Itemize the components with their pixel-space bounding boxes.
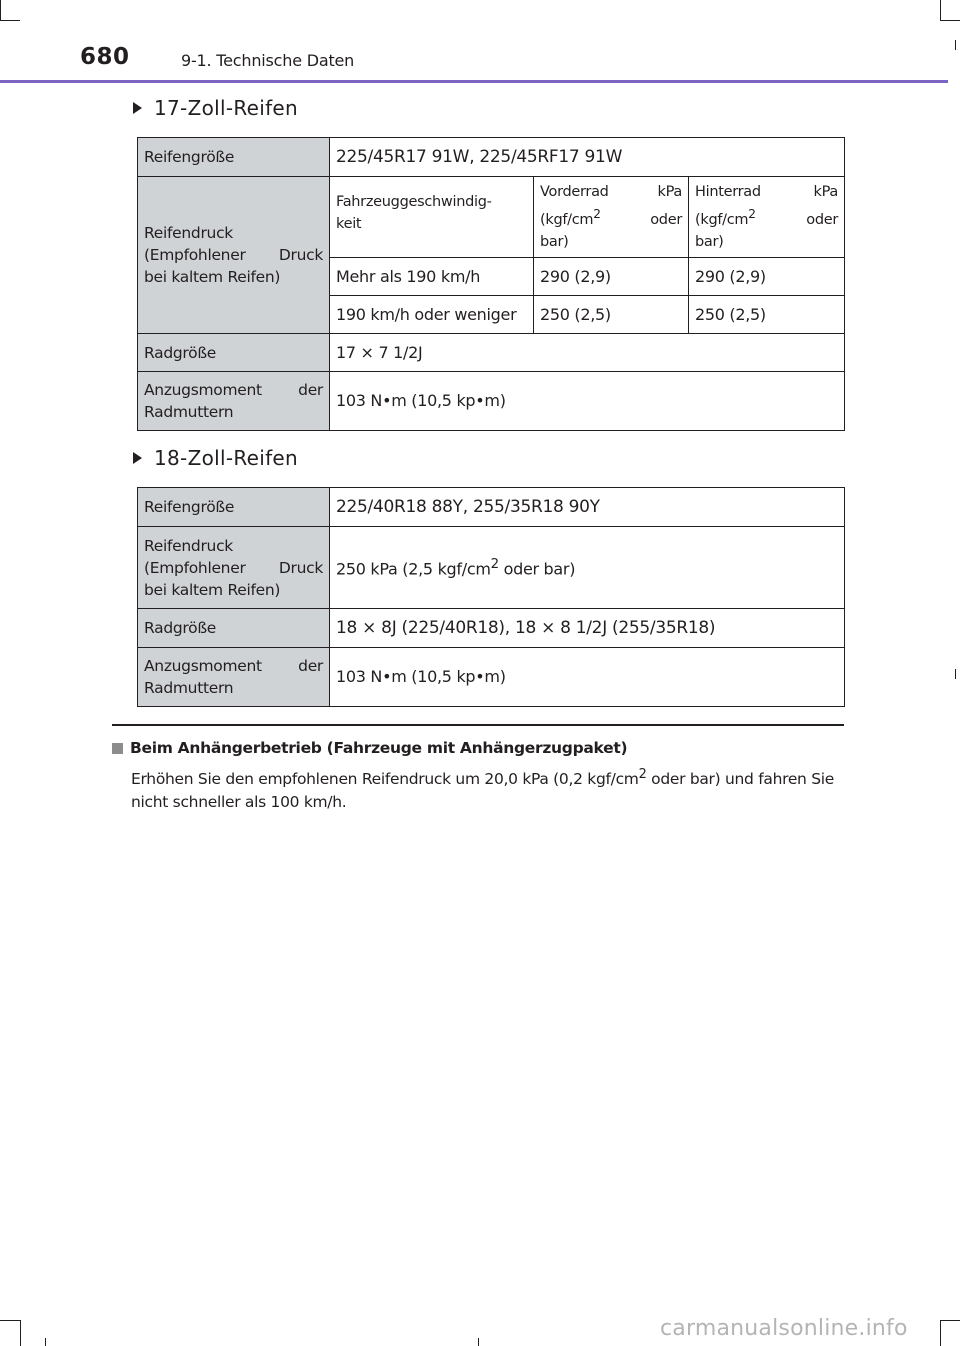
- header-text: (kgf/cm: [695, 211, 749, 228]
- label-line: Reifendruck: [144, 224, 233, 242]
- square-bullet-icon: [112, 743, 123, 754]
- crop-mark: [0, 1320, 20, 1321]
- label-line: Radmuttern: [144, 679, 234, 697]
- header-line: Hinterrad kPa: [695, 184, 839, 200]
- table-row: [138, 177, 845, 258]
- spec-table-17-inch: [137, 137, 845, 431]
- header-line: Fahrzeuggeschwindig-: [336, 194, 492, 210]
- label-line: Reifendruck: [144, 536, 233, 555]
- heading-text: 18-Zoll-Reifen: [154, 446, 299, 470]
- table-row: [138, 527, 845, 609]
- heading-17-inch: [133, 96, 298, 120]
- note-title-text: Beim Anhängerbetrieb (Fahrzeuge mit Anhängerzugpaket): [130, 739, 628, 757]
- trailer-note: [112, 739, 847, 814]
- table-row: [138, 648, 845, 707]
- crop-mark: [20, 1320, 21, 1346]
- superscript: 2: [593, 207, 601, 221]
- table-row: [138, 334, 845, 372]
- superscript: 2: [748, 207, 756, 221]
- value-text: 250 kPa (2,5 kgf/cm: [336, 559, 491, 579]
- value-lug-torque: 103 N•m (10,5 kp•m): [330, 372, 845, 431]
- value-tire-size: 225/40R18 88Y, 255/35R18 90Y: [330, 488, 845, 527]
- header-text: oder: [600, 211, 682, 228]
- header-line: keit: [336, 216, 362, 232]
- col-header-front: [534, 177, 689, 258]
- value-wheel-size: 17 × 7 1/2J: [330, 334, 845, 372]
- triangle-bullet-icon: [133, 452, 142, 464]
- label-wheel-size: Radgröße: [138, 334, 330, 372]
- cell-speed: 190 km/h oder weniger: [330, 296, 534, 334]
- note-body: [131, 763, 847, 814]
- heading-18-inch: [133, 446, 298, 470]
- label-line: (Empfohlener Druck: [144, 558, 323, 577]
- label-tire-pressure: [138, 177, 330, 334]
- heading-text: 17-Zoll-Reifen: [154, 96, 299, 120]
- section-divider: [112, 724, 844, 726]
- label-lug-torque: [138, 372, 330, 431]
- cell-front-pressure: 290 (2,9): [534, 258, 689, 296]
- superscript: 2: [490, 557, 499, 573]
- value-lug-torque: 103 N•m (10,5 kp•m): [330, 648, 845, 707]
- header-text: oder: [755, 211, 839, 228]
- header-rule: [0, 80, 948, 83]
- cell-rear-pressure: 250 (2,5): [689, 296, 845, 334]
- label-line: (Empfohlener Druck: [144, 246, 323, 264]
- crop-mark: [955, 669, 956, 679]
- crop-mark: [478, 1338, 479, 1346]
- note-text: Erhöhen Sie den empfohlenen Reifendruck um 20,0 kPa (0,2 kgf/cm: [131, 770, 639, 789]
- header-line: bar): [695, 233, 724, 250]
- crop-mark: [940, 1320, 941, 1346]
- triangle-bullet-icon: [133, 102, 142, 114]
- cell-speed: Mehr als 190 km/h: [330, 258, 534, 296]
- label-lug-torque: [138, 648, 330, 707]
- col-header-rear: [689, 177, 845, 258]
- label-line: Radmuttern: [144, 403, 234, 421]
- header-line: [695, 203, 838, 231]
- label-line: bei kaltem Reifen): [144, 580, 281, 599]
- header-line: [540, 203, 682, 231]
- page-number: 680: [80, 44, 130, 70]
- table-row: [138, 488, 845, 527]
- table-row: [138, 372, 845, 431]
- cell-rear-pressure: 290 (2,9): [689, 258, 845, 296]
- value-text: oder bar): [498, 559, 576, 579]
- superscript: 2: [638, 767, 647, 782]
- value-wheel-size: 18 × 8J (225/40R18), 18 × 8 1/2J (255/35R18): [330, 609, 845, 648]
- header-line: bar): [540, 233, 569, 250]
- value-tire-pressure: [330, 527, 845, 609]
- label-line: Anzugsmoment der: [144, 381, 323, 399]
- page-header: [0, 0, 960, 84]
- spec-table-18-inch: [137, 487, 845, 707]
- watermark: carmanualsonline.info: [660, 1316, 908, 1341]
- header-line: Vorderrad kPa: [540, 184, 682, 200]
- section-title: 9-1. Technische Daten: [181, 51, 355, 70]
- header-text: (kgf/cm: [540, 211, 594, 228]
- value-tire-size: 225/45R17 91W, 225/45RF17 91W: [330, 138, 845, 177]
- label-line: bei kaltem Reifen): [144, 268, 281, 286]
- cell-front-pressure: 250 (2,5): [534, 296, 689, 334]
- note-title: [112, 739, 847, 757]
- table-row: [138, 609, 845, 648]
- label-wheel-size: Radgröße: [138, 609, 330, 648]
- label-tire-pressure: [138, 527, 330, 609]
- note-text: oder bar) und fahren Sie nicht schneller als 100 km/h.: [131, 770, 834, 812]
- crop-mark: [45, 1338, 46, 1346]
- label-tire-size: Reifengröße: [138, 138, 330, 177]
- table-row: [138, 138, 845, 177]
- label-line: Anzugsmoment der: [144, 657, 323, 675]
- col-header-speed: [330, 177, 534, 258]
- crop-mark: [940, 1320, 960, 1321]
- label-tire-size: Reifengröße: [138, 488, 330, 527]
